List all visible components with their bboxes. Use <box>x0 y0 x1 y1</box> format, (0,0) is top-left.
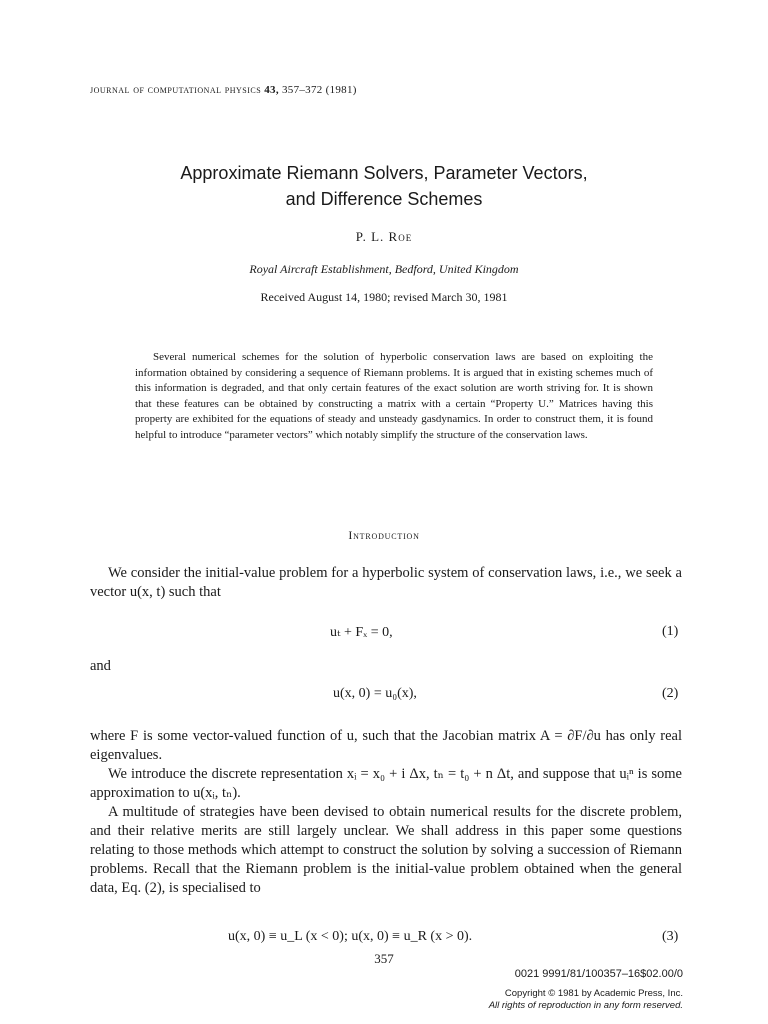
equation-2: u(x, 0) = u₀(x), <box>333 686 417 701</box>
paper-title <box>0 160 768 212</box>
journal-citation <box>90 84 357 96</box>
footer-code: 0021 9991/81/100357–16$02.00/0 <box>514 968 683 980</box>
footer-copyright: Copyright © 1981 by Academic Press, Inc. <box>504 988 683 999</box>
author-name: P. L. Roe <box>355 229 413 244</box>
and-text: and <box>90 658 111 674</box>
paragraph-1: We consider the initial-value problem for a hyperbolic system of conservation laws, i.e., we seek a vector u(x, t) such that <box>90 565 682 600</box>
footer-rights: All rights of reproduction in any form reserved. <box>488 1000 683 1011</box>
section-heading: Introduction <box>348 528 420 542</box>
title-line-2: and Difference Schemes <box>285 189 483 209</box>
equation-2-number: (2) <box>662 686 679 701</box>
page-number: 357 <box>374 951 394 966</box>
title-line-1: Approximate Riemann Solvers, Parameter Vectors, <box>180 163 588 183</box>
received-dates: Received August 14, 1980; revised March 30, 1981 <box>260 290 508 304</box>
paragraph-3: We introduce the discrete representation xᵢ = x₀ + i Δx, tₙ = t₀ + n Δt, and suppose that uᵢⁿ is some approximation to u(xᵢ, tₙ). <box>90 766 682 801</box>
abstract-text: Several numerical schemes for the solution of hyperbolic conservation laws are based on exploiting the information obtained by considering a sequence of Riemann problems. It is argued that in existing schemes much of this information is degraded, and that only certain features of the exact solution are worth striving for. It is shown that these features can be obtained by constructing a matrix with a certain “Property U.” Matrices having this property are exhibited for the equations of steady and unsteady gasdynamics. In order to construct them, it is found helpful to introduce “parameter vectors” which notably simplify the structure of the conservation laws. <box>135 351 653 441</box>
equation-3-number: (3) <box>662 929 679 944</box>
author-affiliation: Royal Aircraft Establishment, Bedford, United Kingdom <box>249 262 519 276</box>
journal-volume: 43, <box>264 84 279 96</box>
journal-pages-year: 357–372 (1981) <box>281 84 357 96</box>
journal-name: journal of computational physics <box>90 84 262 96</box>
paragraph-4: A multitude of strategies have been devised to obtain numerical results for the discrete problem, and their relative merits are still largely unclear. We shall address in this paper some questions relating to those methods which attempt to construct the solution by solving a succession of Riemann problems. Recall that the Riemann problem is the initial-value problem obtained when the general data, Eq. (2), is specialised to <box>90 804 682 896</box>
paragraph-2: where F is some vector-valued function of u, such that the Jacobian matrix A = ∂F/∂u has only real eigenvalues. <box>90 728 682 763</box>
equation-1: uₜ + Fₓ = 0, <box>330 625 393 640</box>
equation-1-number: (1) <box>662 624 679 639</box>
equation-3: u(x, 0) ≡ u_L (x < 0); u(x, 0) ≡ u_R (x > 0). <box>228 929 473 944</box>
